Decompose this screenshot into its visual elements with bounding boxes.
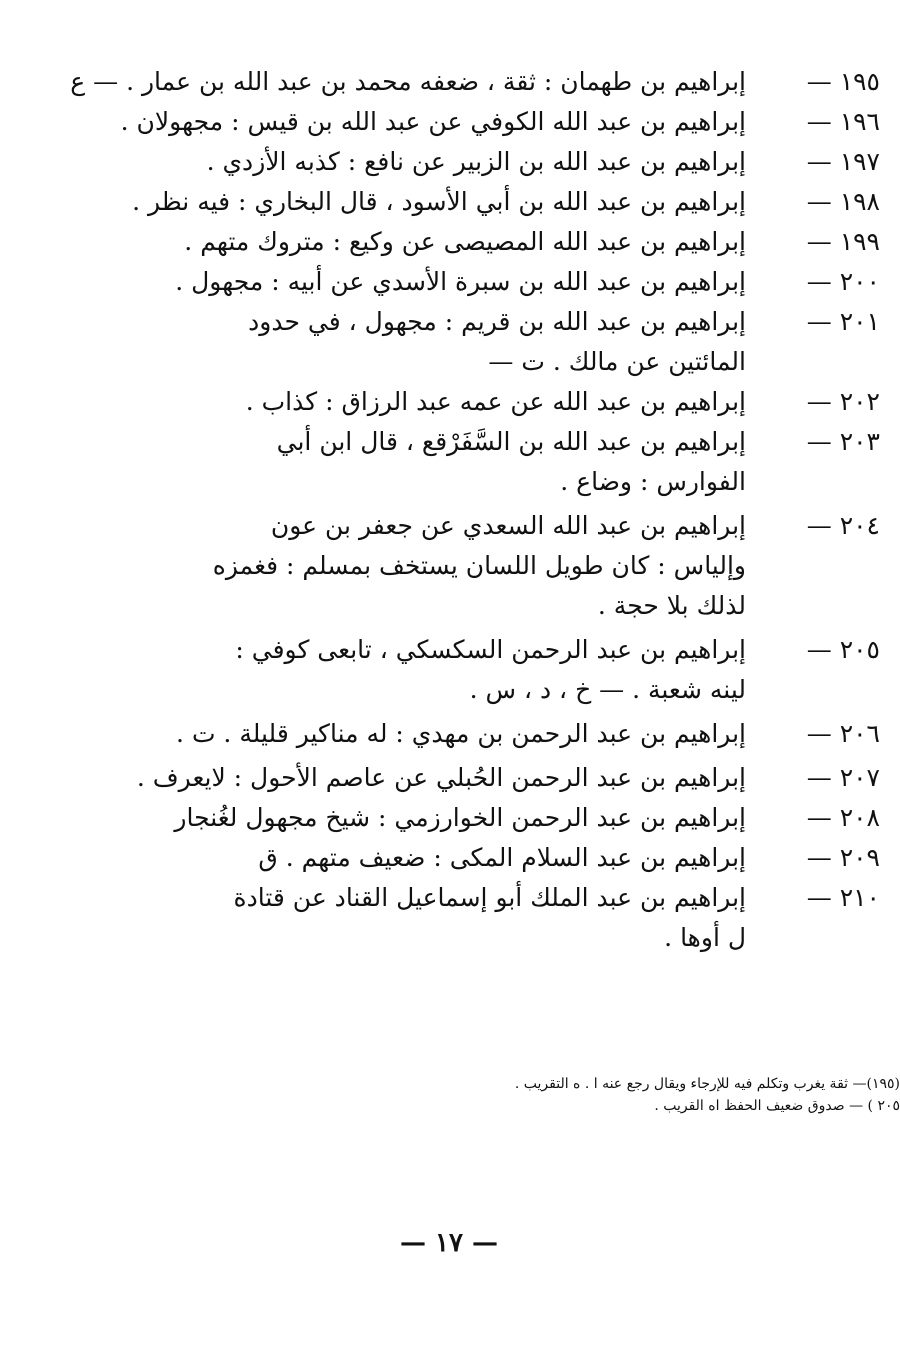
entry-text <box>20 142 750 182</box>
entry-line: إبراهيم بن عبد الله المصيصى عن وكيع : متروك متهم . <box>184 227 746 256</box>
entry-line: المائتين عن مالك . ت — <box>488 347 746 376</box>
entry-number: ١٩٥ — <box>806 67 880 96</box>
footnote: ٢٠٥ ) — صدوق ضعيف الحفظ اه القريب . <box>654 1098 900 1114</box>
entry-209 <box>20 838 880 878</box>
entry-line: إبراهيم بن طهمان : ثقة ، ضعفه محمد بن عبد الله بن عمار . — ع <box>70 67 746 96</box>
entry-text <box>20 758 750 798</box>
entry-line: إبراهيم بن عبد الله بن أبي الأسود ، قال البخاري : فيه نظر . <box>132 187 746 216</box>
entry-line: وإلياس : كان طويل اللسان يستخف بمسلم : فغمزه <box>212 551 746 580</box>
entry-line: الفوارس : وضاع . <box>560 467 746 496</box>
entry-text <box>20 878 750 958</box>
entry-text <box>20 798 750 838</box>
entry-text <box>20 222 750 262</box>
entry-203 <box>20 422 880 502</box>
page-number: — ١٧ — <box>399 1228 499 1258</box>
entry-201 <box>20 302 880 382</box>
entry-number: ٢٠٠ — <box>806 267 880 296</box>
entries-list <box>20 62 880 958</box>
entry-line: إبراهيم بن عبد الله الكوفي عن عبد الله بن قيس : مجهولان . <box>120 107 746 136</box>
entry-line: إبراهيم بن عبد الله السعدي عن جعفر بن عون <box>270 511 746 540</box>
entry-number: ٢٠١ — <box>806 307 880 336</box>
entry-line: إبراهيم بن عبد السلام المكى : ضعيف متهم . ق <box>258 843 746 872</box>
entry-196 <box>20 102 880 142</box>
entry-text <box>20 382 750 422</box>
entry-text <box>20 62 750 102</box>
entry-198 <box>20 182 880 222</box>
entry-number: ١٩٨ — <box>806 187 880 216</box>
entry-text <box>20 182 750 222</box>
entry-202 <box>20 382 880 422</box>
entry-line: لذلك بلا حجة . <box>597 591 746 620</box>
entry-text <box>20 630 750 710</box>
entry-number: ٢٠٣ — <box>806 427 880 456</box>
entry-204 <box>20 506 880 626</box>
entry-text <box>20 102 750 142</box>
entry-210 <box>20 878 880 958</box>
entry-text <box>20 506 750 626</box>
entry-200 <box>20 262 880 302</box>
entry-number: ٢٠٩ — <box>806 843 880 872</box>
entry-number: ٢٠٦ — <box>806 719 880 748</box>
entry-199 <box>20 222 880 262</box>
entry-number: ٢١٠ — <box>806 883 880 912</box>
entry-text <box>20 714 750 754</box>
footnote: (١٩٥)— ثقة يغرب وتكلم فيه للإرجاء ويقال رجع عنه ا . ه التقريب . <box>514 1076 900 1092</box>
entry-text <box>20 422 750 502</box>
entry-205 <box>20 630 880 710</box>
entry-line: إبراهيم بن عبد الرحمن بن مهدي : له مناكير قليلة . ت . <box>176 719 746 748</box>
entry-line: إبراهيم بن عبد الرحمن الخوارزمي : شيخ مجهول لغُنجار <box>174 803 746 832</box>
entry-line: ل أوها . <box>664 923 746 952</box>
entry-195 <box>20 62 880 102</box>
entry-number: ١٩٩ — <box>806 227 880 256</box>
entry-number: ٢٠٢ — <box>806 387 880 416</box>
entry-line: إبراهيم بن عبد الله بن السَّفَرْقع ، قال ابن أبي <box>276 427 746 456</box>
entry-207 <box>20 758 880 798</box>
entry-number: ١٩٧ — <box>806 147 880 176</box>
entry-number: ٢٠٨ — <box>806 803 880 832</box>
entry-line: إبراهيم بن عبد الرحمن الحُبلي عن عاصم الأحول : لايعرف . <box>136 763 746 792</box>
entry-number: ٢٠٥ — <box>806 635 880 664</box>
footnotes <box>300 1073 900 1117</box>
entry-line: إبراهيم بن عبد الله عن عمه عبد الرزاق : كذاب . <box>245 387 746 416</box>
entry-197 <box>20 142 880 182</box>
entry-208 <box>20 798 880 838</box>
entry-text <box>20 262 750 302</box>
entry-text <box>20 302 750 382</box>
entry-number: ٢٠٤ — <box>806 511 880 540</box>
entry-text <box>20 838 750 878</box>
entry-number: ٢٠٧ — <box>806 763 880 792</box>
entry-line: إبراهيم بن عبد الله بن سبرة الأسدي عن أبيه : مجهول . <box>175 267 746 296</box>
entry-line: إبراهيم بن عبد الرحمن السكسكي ، تابعى كوفي : <box>235 635 746 664</box>
entry-206 <box>20 714 880 754</box>
entry-line: إبراهيم بن عبد الله بن قريم : مجهول ، في حدود <box>248 307 746 336</box>
entry-line: لينه شعبة . — خ ، د ، س . <box>469 675 746 704</box>
entry-line: إبراهيم بن عبد الملك أبو إسماعيل القناد عن قتادة <box>233 883 746 912</box>
entry-number: ١٩٦ — <box>806 107 880 136</box>
entry-line: إبراهيم بن عبد الله بن الزبير عن نافع : كذبه الأزدي . <box>206 147 746 176</box>
